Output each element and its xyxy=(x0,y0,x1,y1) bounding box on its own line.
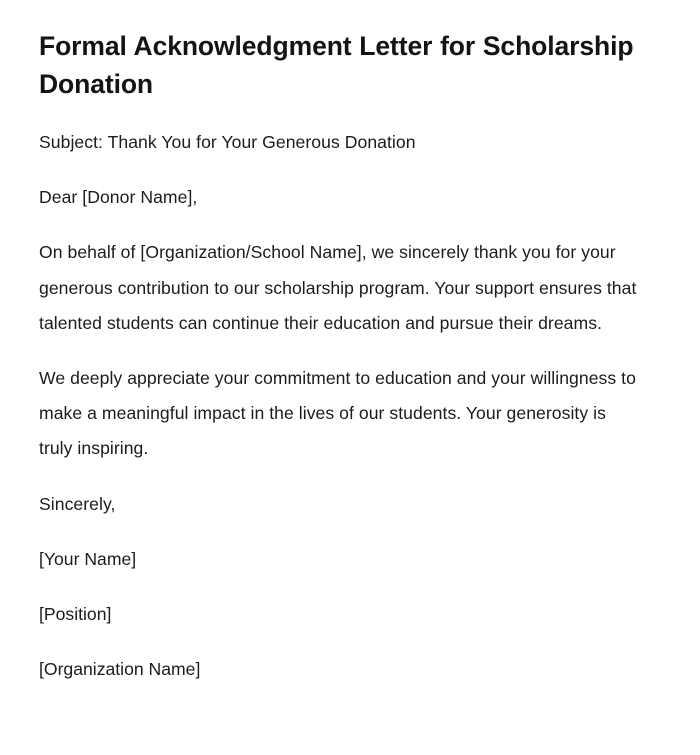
page-title: Formal Acknowledgment Letter for Scholarship Donation xyxy=(39,31,634,99)
closing: Sincerely, xyxy=(39,493,116,514)
signature-name: [Your Name] xyxy=(39,548,137,569)
signature-position: [Position] xyxy=(39,604,112,625)
body-paragraph-2: We deeply appreciate your commitment to education and your willingness to make a meaningful impact in the lives of our students. Your generosity is truly inspiring. xyxy=(39,368,636,459)
letter-body xyxy=(39,125,640,687)
subject-line: Subject: Thank You for Your Generous Donation xyxy=(39,132,416,152)
body-paragraph-1: On behalf of [Organization/School Name], we sincerely thank you for your generous contribution to our scholarship program. Your support ensures that talented students can continue their education and pursue their dreams. xyxy=(39,242,637,333)
signature-organization: [Organization Name] xyxy=(39,659,201,680)
signature-block xyxy=(39,542,640,688)
letter-article xyxy=(39,0,640,687)
salutation: Dear [Donor Name], xyxy=(39,187,198,208)
